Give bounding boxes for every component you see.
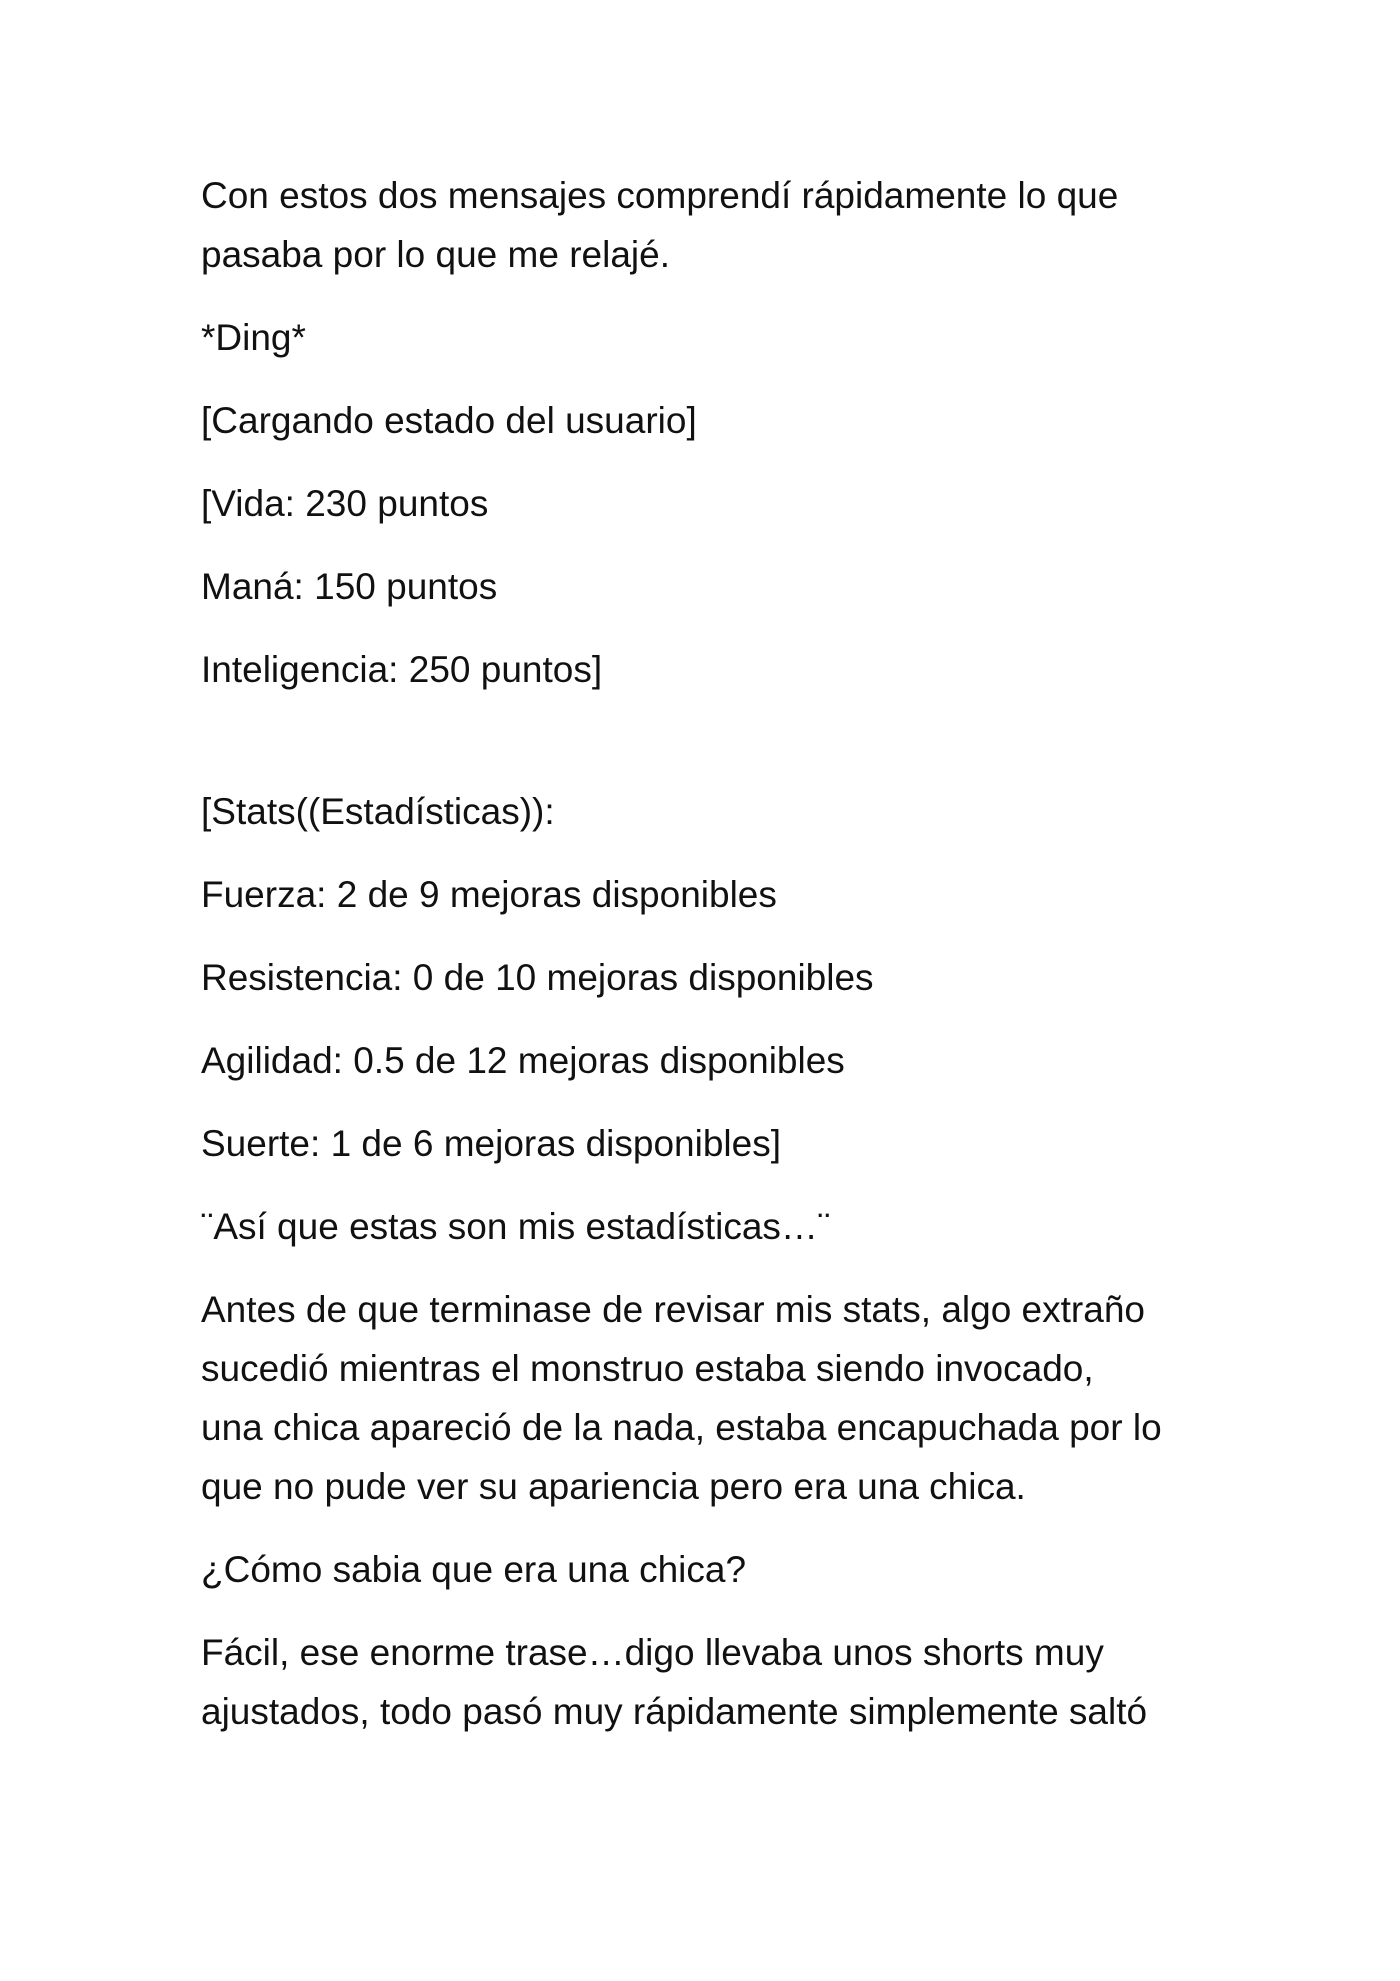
paragraph-intelligence: Inteligencia: 250 puntos]	[201, 649, 603, 690]
document-body	[201, 166, 1221, 1765]
paragraph-resistance: Resistencia: 0 de 10 mejoras disponibles	[201, 957, 874, 998]
paragraph-life: [Vida: 230 puntos	[201, 483, 489, 524]
paragraph-girl-appears: Antes de que terminase de revisar mis stats, algo extraño sucedió mientras el monstruo estaba siendo invocado, una chica apareció de la nada, estaba encapuchada por lo que no pude ver su apariencia pero era una chica.	[201, 1289, 1162, 1507]
paragraph-luck: Suerte: 1 de 6 mejoras disponibles]	[201, 1123, 782, 1164]
paragraph-stats-heading: [Stats((Estadísticas)):	[201, 791, 555, 832]
paragraph-mana: Maná: 150 puntos	[201, 566, 498, 607]
paragraph-question: ¿Cómo sabia que era una chica?	[201, 1549, 747, 1590]
blank-line	[201, 723, 1221, 782]
paragraph-strength: Fuerza: 2 de 9 mejoras disponibles	[201, 874, 777, 915]
paragraph-ding: *Ding*	[201, 317, 306, 358]
paragraph-quote: ¨Así que estas son mis estadísticas…¨	[201, 1206, 831, 1247]
paragraph-loading-status: [Cargando estado del usuario]	[201, 400, 697, 441]
paragraph-agility: Agilidad: 0.5 de 12 mejoras disponibles	[201, 1040, 845, 1081]
paragraph-intro: Con estos dos mensajes comprendí rápidamente lo que pasaba por lo que me relajé.	[201, 175, 1119, 275]
paragraph-answer: Fácil, ese enorme trase…digo llevaba unos shorts muy ajustados, todo pasó muy rápidamente simplemente saltó	[201, 1632, 1148, 1732]
